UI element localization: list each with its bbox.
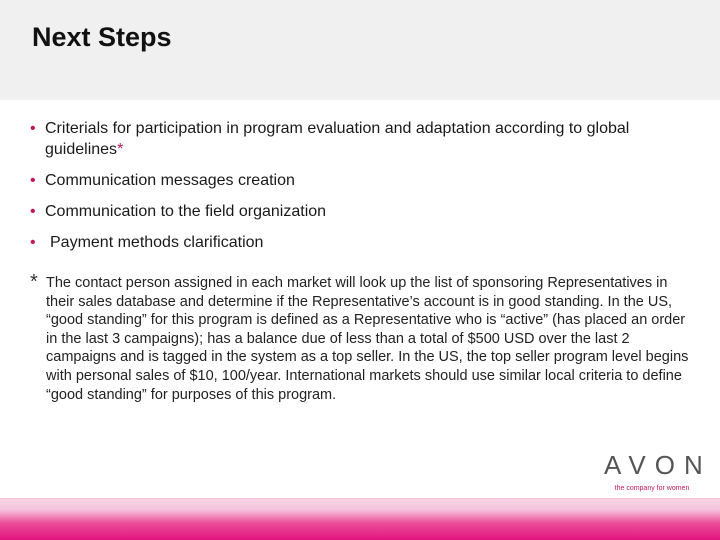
brand-name: AVON bbox=[604, 450, 712, 480]
footer-band bbox=[0, 498, 720, 540]
list-item bbox=[30, 170, 690, 191]
footnote-text: The contact person assigned in each market will look up the list of sponsoring Representatives in their sales database and determine if the Representative’s account is in good standing. In the US, “good standing” for this program is defined as a Representative who is “active” (has placed an order in the last 3 campaigns); has a balance due of less than a total of $500 USD over the last 2 campaigns and is tagged in the system as a top seller. In the US, the top seller program level begins with personal sales of $10, 100/year. International markets should use similar local criteria to define “good standing” for purposes of this program. bbox=[46, 275, 689, 403]
bullet-icon: • bbox=[30, 234, 36, 251]
asterisk-marker: * bbox=[117, 141, 124, 158]
slide-title: Next Steps bbox=[32, 22, 172, 52]
bullet-text: Criterials for participation in program evaluation and adaptation according to global guidelines bbox=[45, 120, 630, 158]
footer-divider bbox=[0, 498, 720, 499]
avon-logo bbox=[598, 450, 712, 492]
bullet-text: Communication to the field organization bbox=[45, 203, 327, 220]
list-item bbox=[30, 201, 690, 222]
bullet-icon: • bbox=[30, 203, 36, 220]
bullet-icon: • bbox=[30, 172, 36, 189]
bullet-text: Payment methods clarification bbox=[50, 234, 264, 251]
bullet-icon: • bbox=[30, 120, 36, 137]
bullet-text: Communication messages creation bbox=[45, 172, 295, 189]
brand-tagline: the company for women bbox=[614, 485, 690, 492]
bullet-list bbox=[30, 118, 690, 263]
footnote-marker: * bbox=[30, 271, 38, 293]
footnote bbox=[30, 271, 695, 404]
list-item bbox=[30, 118, 690, 160]
list-item bbox=[30, 232, 690, 253]
